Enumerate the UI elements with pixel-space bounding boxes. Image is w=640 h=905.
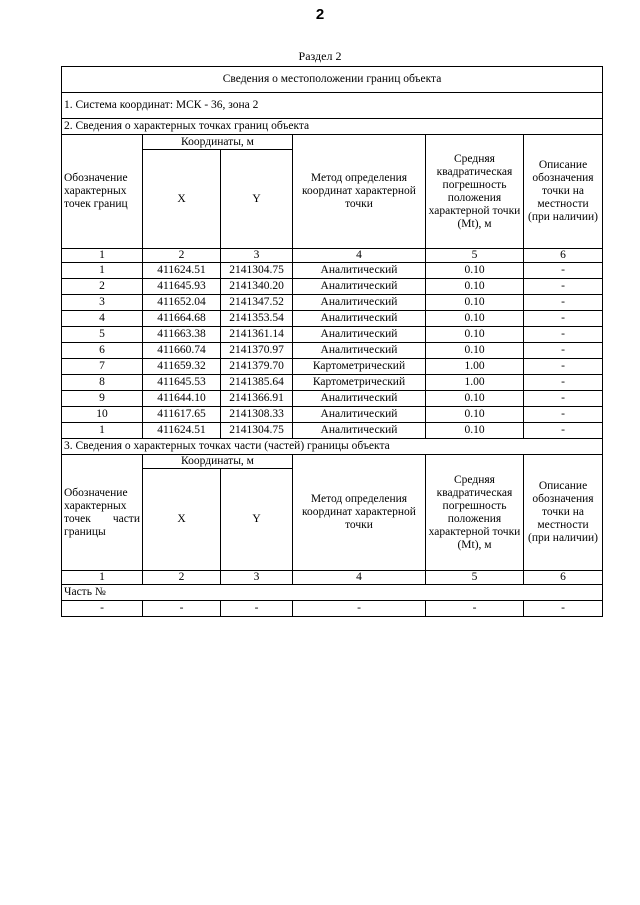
point-id: 2 [62,279,143,295]
point-mt: 0.10 [426,263,524,279]
table-row [62,375,603,391]
point-x: 411645.53 [143,375,221,391]
point-id: 6 [62,343,143,359]
point-method: Аналитический [293,423,426,439]
table-row [62,359,603,375]
point-id: 3 [62,295,143,311]
point-method: Аналитический [293,263,426,279]
header3-x: X [143,469,221,571]
point-mt: 0.10 [426,279,524,295]
point-y: 2141379.70 [221,359,293,375]
point-desc: - [524,423,603,439]
point-mt: 0.10 [426,311,524,327]
section3-title: 3. Сведения о характерных точках части (частей) границы объекта [62,439,603,455]
table-row [62,407,603,423]
point-desc: - [524,311,603,327]
point-y: 2141304.75 [221,423,293,439]
point-mt: 0.10 [426,295,524,311]
table-row [62,327,603,343]
point-desc: - [524,295,603,311]
point-y: 2141340.20 [221,279,293,295]
point-x: 411652.04 [143,295,221,311]
column-number: 3 [221,249,293,263]
part-label: Часть № [62,585,603,601]
section2-title: 2. Сведения о характерных точках границ объекта [62,119,603,135]
header3-method: Метод определения координат характерной точки [293,455,426,571]
column-number: 6 [524,571,603,585]
point-y: 2141366.91 [221,391,293,407]
column-number: 4 [293,571,426,585]
header-coordinates: Координаты, м [143,135,293,150]
column-number: 4 [293,249,426,263]
point-desc: - [524,263,603,279]
point-mt: 0.10 [426,327,524,343]
header-method: Метод определения координат характерной точки [293,135,426,249]
header-point-designation: Обозначение характерных точек границ [62,135,143,249]
point-method: Аналитический [293,327,426,343]
point-id: 4 [62,311,143,327]
point-y: 2141385.64 [221,375,293,391]
coordinate-system: 1. Система координат: МСК - 36, зона 2 [62,93,603,119]
point-id: 9 [62,391,143,407]
header3-mean-error: Средняя квадратическая погрешность положения характерной точки (Mt), м [426,455,524,571]
empty-cell: - [293,601,426,617]
column-number: 1 [62,571,143,585]
point-x: 411624.51 [143,423,221,439]
table-row [62,343,603,359]
point-y: 2141353.54 [221,311,293,327]
point-id: 1 [62,263,143,279]
column-number: 5 [426,249,524,263]
empty-cell: - [221,601,293,617]
section-title: Раздел 2 [298,49,342,63]
column-number: 2 [143,249,221,263]
point-method: Аналитический [293,391,426,407]
point-mt: 1.00 [426,375,524,391]
header-mean-error: Средняя квадратическая погрешность положения характерной точки (Mt), м [426,135,524,249]
column-number: 5 [426,571,524,585]
point-method: Аналитический [293,343,426,359]
point-method: Аналитический [293,407,426,423]
point-id: 1 [62,423,143,439]
header3-coordinates: Координаты, м [143,455,293,469]
point-method: Картометрический [293,375,426,391]
point-mt: 0.10 [426,407,524,423]
point-id: 8 [62,375,143,391]
column-number: 3 [221,571,293,585]
header3-description: Описание обозначения точки на местности (при наличии) [524,455,603,571]
point-mt: 1.00 [426,359,524,375]
point-desc: - [524,359,603,375]
table-row [62,279,603,295]
point-method: Аналитический [293,279,426,295]
point-mt: 0.10 [426,343,524,359]
boundary-table [61,66,603,617]
header3-y: Y [221,469,293,571]
header-description: Описание обозначения точки на местности (при наличии) [524,135,603,249]
point-x: 411660.74 [143,343,221,359]
point-y: 2141347.52 [221,295,293,311]
point-method: Картометрический [293,359,426,375]
header3-point-designation: Обозначение характерных точек части границы [62,455,143,571]
table-row [62,295,603,311]
point-mt: 0.10 [426,423,524,439]
point-x: 411663.38 [143,327,221,343]
point-desc: - [524,343,603,359]
point-method: Аналитический [293,311,426,327]
column-number: 6 [524,249,603,263]
empty-cell: - [143,601,221,617]
table-row [62,423,603,439]
point-desc: - [524,391,603,407]
point-x: 411624.51 [143,263,221,279]
column-number: 1 [62,249,143,263]
point-id: 7 [62,359,143,375]
point-y: 2141304.75 [221,263,293,279]
point-y: 2141370.97 [221,343,293,359]
point-desc: - [524,327,603,343]
header-x: X [143,150,221,249]
table-row [62,263,603,279]
table-row [62,311,603,327]
page-number: 2 [315,6,325,23]
point-x: 411645.93 [143,279,221,295]
point-mt: 0.10 [426,391,524,407]
point-desc: - [524,375,603,391]
empty-cell: - [524,601,603,617]
empty-cell: - [426,601,524,617]
header-y: Y [221,150,293,249]
table-row [62,391,603,407]
point-desc: - [524,407,603,423]
point-x: 411644.10 [143,391,221,407]
point-id: 10 [62,407,143,423]
point-y: 2141361.14 [221,327,293,343]
empty-cell: - [62,601,143,617]
point-x: 411617.65 [143,407,221,423]
point-x: 411659.32 [143,359,221,375]
point-x: 411664.68 [143,311,221,327]
point-desc: - [524,279,603,295]
point-y: 2141308.33 [221,407,293,423]
table-title: Сведения о местоположении границ объекта [62,67,603,93]
point-id: 5 [62,327,143,343]
point-method: Аналитический [293,295,426,311]
column-number: 2 [143,571,221,585]
